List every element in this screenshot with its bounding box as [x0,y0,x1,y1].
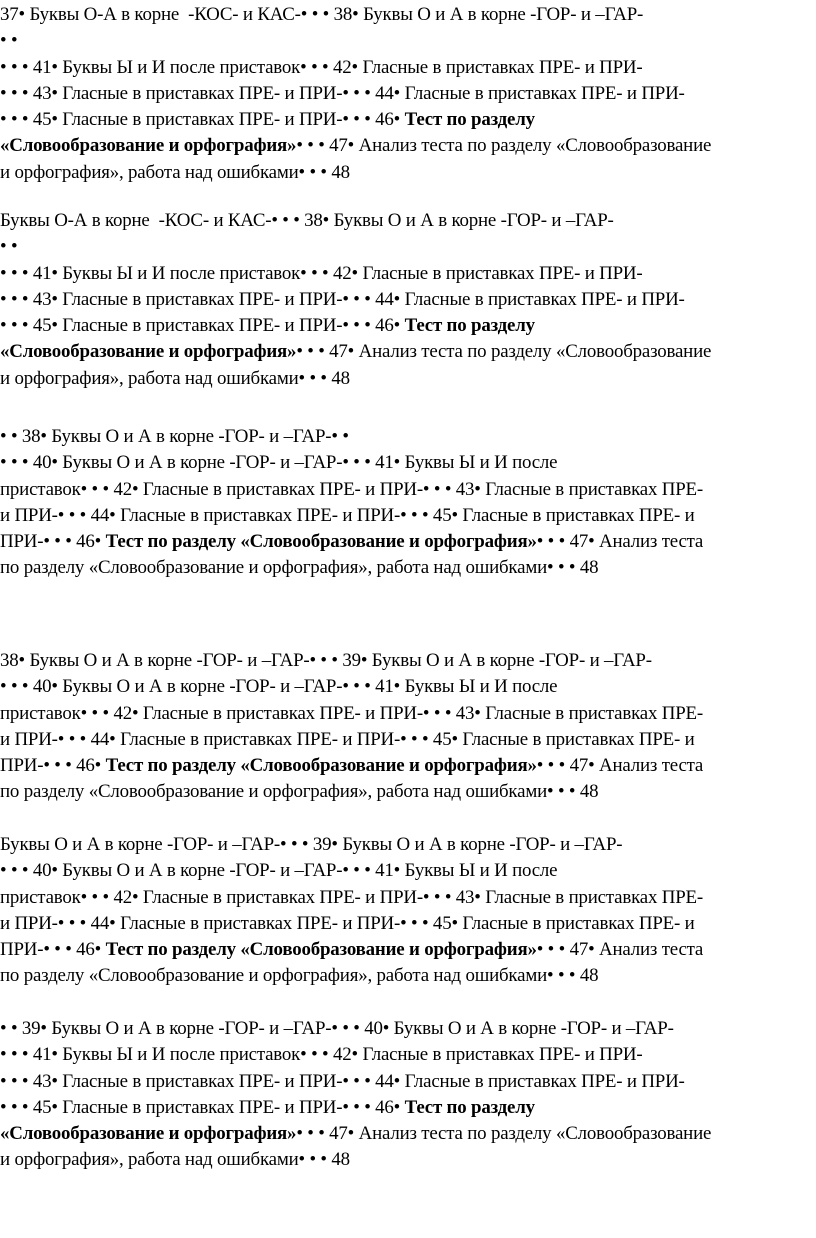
bold-text: Тест по разделу [404,109,535,131]
text-run: • • • 47• Анализ теста по разделу «Словообразование [296,1123,712,1145]
text-run: • • • 40• Буквы О и А в корне -ГОР- и –ГАР-• • • 41• Буквы Ы и И после [0,676,558,698]
text-line [0,287,812,313]
text-line [0,648,812,674]
text-run: • • • 43• Гласные в приставках ПРЕ- и ПРИ-• • • 44• Гласные в приставках ПРЕ- и ПРИ- [0,1070,685,1092]
text-line [0,1147,812,1173]
paragraph-5 [0,832,816,990]
paragraph-3 [0,424,816,582]
text-line [0,55,812,81]
text-line [0,450,812,476]
text-run: • • 38• Буквы О и А в корне -ГОР- и –ГАР-• • [0,426,349,447]
bold-text: Тест по разделу «Словообразование и орфография» [105,939,537,961]
text-line [0,1042,812,1068]
paragraph-6 [0,1016,816,1174]
text-line [0,937,812,963]
text-line [0,477,812,503]
text-run: Буквы О и А в корне -ГОР- и –ГАР-• • • 39• Буквы О и А в корне -ГОР- и –ГАР- [0,834,623,855]
text-run: и орфография», работа над ошибками• • • 48 [0,367,350,389]
text-run: и орфография», работа над ошибками• • • 48 [0,161,350,183]
text-line [0,366,812,392]
text-run: приставок• • • 42• Гласные в приставках ПРЕ- и ПРИ-• • • 43• Гласные в приставках ПРЕ- [0,478,703,500]
text-line [0,1069,812,1095]
text-run: ПРИ-• • • 46• [0,755,106,777]
text-line [0,832,812,858]
text-run: • • • 40• Буквы О и А в корне -ГОР- и –ГАР-• • • 41• Буквы Ы и И после [0,452,558,474]
text-line [0,885,812,911]
text-run: • • • 47• Анализ теста [536,755,704,777]
text-run: • • • 45• Гласные в приставках ПРЕ- и ПРИ-• • • 46• [0,315,405,337]
text-run: 37• Буквы О-А в корне -КОС- и КАС-• • • 38• Буквы О и А в корне -ГОР- и –ГАР- [0,4,644,25]
text-run: по разделу «Словообразование и орфография», работа над ошибками• • • 48 [0,781,599,803]
text-run: и орфография», работа над ошибками• • • 48 [0,1149,350,1171]
text-run: ПРИ-• • • 46• [0,939,106,961]
text-run: • • • 47• Анализ теста [536,531,704,553]
text-line [0,779,812,805]
text-line [0,313,812,339]
text-line [0,234,812,260]
text-line [0,208,812,234]
text-line [0,28,812,54]
text-run: по разделу «Словообразование и орфография», работа над ошибками• • • 48 [0,965,599,987]
text-line [0,107,812,133]
text-line [0,261,812,287]
text-run: и ПРИ-• • • 44• Гласные в приставках ПРЕ- и ПРИ-• • • 45• Гласные в приставках ПРЕ- и [0,912,695,934]
text-line [0,339,812,365]
text-line [0,555,812,581]
text-line [0,858,812,884]
bold-text: Тест по разделу [404,315,535,337]
bold-text: «Словообразование и орфография» [0,1123,297,1145]
text-line [0,503,812,529]
text-run: • • • 41• Буквы Ы и И после приставок• • • 42• Гласные в приставках ПРЕ- и ПРИ- [0,1044,643,1066]
text-run: • • • 40• Буквы О и А в корне -ГОР- и –ГАР-• • • 41• Буквы Ы и И после [0,860,558,882]
bold-text: Тест по разделу «Словообразование и орфография» [105,531,537,553]
text-run: • • • 41• Буквы Ы и И после приставок• • • 42• Гласные в приставках ПРЕ- и ПРИ- [0,56,643,78]
bold-text: Тест по разделу [404,1096,535,1118]
text-run: и ПРИ-• • • 44• Гласные в приставках ПРЕ- и ПРИ-• • • 45• Гласные в приставках ПРЕ- и [0,728,695,750]
text-run: • • • 47• Анализ теста по разделу «Словообразование [296,341,712,363]
text-line [0,133,812,159]
paragraph-2 [0,208,816,392]
paragraph-1 [0,2,816,186]
text-run: • • • 43• Гласные в приставках ПРЕ- и ПРИ-• • • 44• Гласные в приставках ПРЕ- и ПРИ- [0,288,685,310]
text-run: • • • 45• Гласные в приставках ПРЕ- и ПРИ-• • • 46• [0,109,405,131]
bold-text: «Словообразование и орфография» [0,135,297,157]
text-run: • • • 47• Анализ теста по разделу «Словообразование [296,135,712,157]
text-run: по разделу «Словообразование и орфография», работа над ошибками• • • 48 [0,557,599,579]
text-run: • • [0,30,18,52]
text-line [0,727,812,753]
paragraph-4 [0,648,816,806]
text-line [0,753,812,779]
text-run: приставок• • • 42• Гласные в приставках ПРЕ- и ПРИ-• • • 43• Гласные в приставках ПРЕ- [0,886,703,908]
text-run: • • • 41• Буквы Ы и И после приставок• • • 42• Гласные в приставках ПРЕ- и ПРИ- [0,262,643,284]
text-run: • • 39• Буквы О и А в корне -ГОР- и –ГАР-• • • 40• Буквы О и А в корне -ГОР- и –ГАР- [0,1018,674,1039]
bold-text: «Словообразование и орфография» [0,341,297,363]
text-line [0,911,812,937]
text-run: • • • 45• Гласные в приставках ПРЕ- и ПРИ-• • • 46• [0,1096,405,1118]
text-line [0,1121,812,1147]
text-run: • • • 47• Анализ теста [536,939,704,961]
text-run: 38• Буквы О и А в корне -ГОР- и –ГАР-• • • 39• Буквы О и А в корне -ГОР- и –ГАР- [0,650,652,671]
text-line [0,424,812,450]
text-line [0,81,812,107]
text-line [0,529,812,555]
text-run: Буквы О-А в корне -КОС- и КАС-• • • 38• Буквы О и А в корне -ГОР- и –ГАР- [0,210,614,231]
bold-text: Тест по разделу «Словообразование и орфография» [105,755,537,777]
text-line [0,701,812,727]
text-line [0,963,812,989]
text-line [0,2,812,28]
text-run: • • [0,236,18,258]
text-run: ПРИ-• • • 46• [0,531,106,553]
text-line [0,1095,812,1121]
text-run: приставок• • • 42• Гласные в приставках ПРЕ- и ПРИ-• • • 43• Гласные в приставках ПРЕ- [0,702,703,724]
text-line [0,160,812,186]
text-run: и ПРИ-• • • 44• Гласные в приставках ПРЕ- и ПРИ-• • • 45• Гласные в приставках ПРЕ- и [0,504,695,526]
text-run: • • • 43• Гласные в приставках ПРЕ- и ПРИ-• • • 44• Гласные в приставках ПРЕ- и ПРИ- [0,82,685,104]
text-line [0,1016,812,1042]
text-line [0,674,812,700]
